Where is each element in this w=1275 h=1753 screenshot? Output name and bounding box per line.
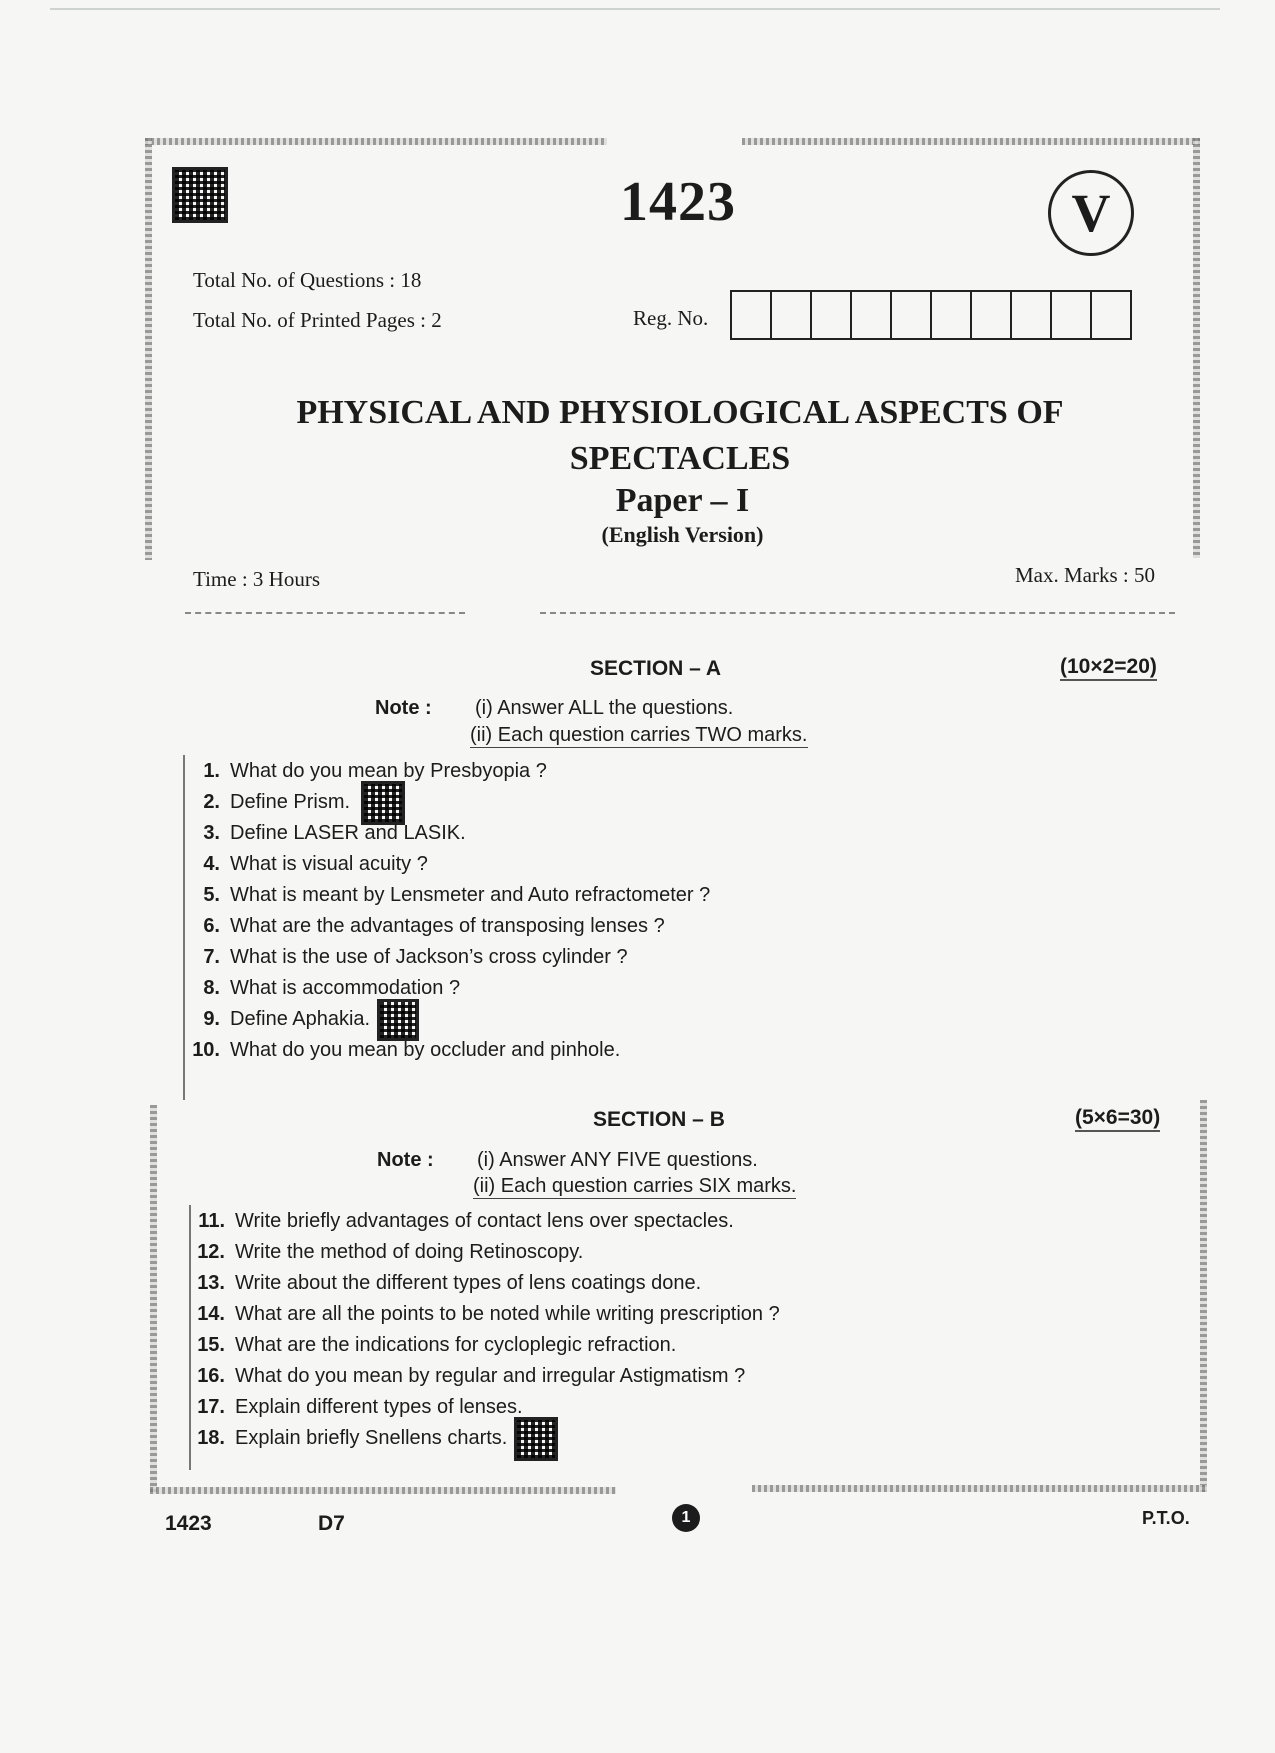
question-item <box>185 1392 780 1423</box>
question-text: Write about the different types of lens coatings done. <box>235 1272 702 1294</box>
paper-version: (English Version) <box>601 522 764 547</box>
reg-box[interactable] <box>1052 292 1092 338</box>
frame-top-left <box>145 138 607 145</box>
question-text: What is meant by Lensmeter and Auto refractometer ? <box>230 884 711 906</box>
frame-right-lower <box>1200 1100 1207 1492</box>
question-item <box>180 1035 710 1066</box>
question-number: 11. <box>198 1210 225 1232</box>
question-number: 14. <box>197 1303 225 1325</box>
section-a-heading: SECTION – A <box>590 657 722 680</box>
section-b-note-1: (i) Answer ANY FIVE questions. <box>477 1149 758 1171</box>
exam-time: Time : 3 Hours <box>193 567 320 591</box>
reg-no-boxes[interactable] <box>730 290 1132 340</box>
question-item <box>180 787 710 818</box>
question-item <box>185 1299 780 1330</box>
question-number: 9. <box>203 1008 220 1030</box>
question-text: Define LASER and LASIK. <box>230 822 466 844</box>
question-text: What are the advantages of transposing lenses ? <box>230 915 665 937</box>
reg-box[interactable] <box>772 292 812 338</box>
reg-box[interactable] <box>972 292 1012 338</box>
frame-top-right <box>742 138 1200 145</box>
question-text: What do you mean by occluder and pinhole. <box>230 1039 621 1061</box>
page-number: 1 <box>681 1509 691 1526</box>
total-questions: Total No. of Questions : 18 <box>193 268 422 292</box>
section-b-marks: (5×6=30) <box>1075 1106 1160 1132</box>
divider-dashed <box>540 612 1175 614</box>
reg-box[interactable] <box>932 292 972 338</box>
page-number-badge <box>672 1504 700 1532</box>
question-item <box>185 1268 780 1299</box>
question-text: What do you mean by regular and irregular Astigmatism ? <box>235 1365 746 1387</box>
question-number: 6. <box>203 915 220 937</box>
section-b-questions <box>185 1206 780 1454</box>
question-number: 5. <box>203 884 220 906</box>
section-a-questions <box>180 756 710 1066</box>
qr-code-icon <box>380 1002 416 1038</box>
qr-code-header-icon <box>175 170 225 220</box>
total-pages: Total No. of Printed Pages : 2 <box>193 308 442 332</box>
qr-code-icon <box>364 784 402 822</box>
question-number: 17. <box>197 1396 225 1418</box>
question-text: Define Prism. <box>230 791 351 813</box>
footer-set: D7 <box>318 1512 345 1535</box>
question-item <box>185 1330 780 1361</box>
question-number: 13. <box>197 1272 225 1294</box>
question-text: Explain different types of lenses. <box>235 1396 523 1418</box>
section-b-note-label: Note : <box>377 1149 434 1171</box>
version-letter: V <box>1071 183 1111 243</box>
section-a-note-2: (ii) Each question carries TWO marks. <box>470 724 808 746</box>
question-text: Write the method of doing Retinoscopy. <box>235 1241 584 1263</box>
divider-dashed <box>185 612 465 614</box>
frame-left-lower <box>150 1105 157 1492</box>
question-item <box>180 818 710 849</box>
section-a-note-1: (i) Answer ALL the questions. <box>475 697 734 719</box>
reg-box[interactable] <box>892 292 932 338</box>
paper-number: Paper – I <box>615 482 750 519</box>
question-item <box>180 973 710 1004</box>
question-item <box>185 1423 780 1454</box>
question-text: Write briefly advantages of contact lens over spectacles. <box>235 1210 734 1232</box>
question-number: 16. <box>197 1365 225 1387</box>
question-item <box>185 1237 780 1268</box>
reg-no-label: Reg. No. <box>633 306 709 330</box>
reg-box[interactable] <box>732 292 772 338</box>
version-mark <box>1048 170 1134 256</box>
question-text: What is visual acuity ? <box>230 853 428 875</box>
frame-bottom-right <box>752 1485 1207 1492</box>
question-number: 1. <box>203 760 220 782</box>
reg-box[interactable] <box>852 292 892 338</box>
pto-label: P.T.O. <box>1142 1508 1190 1528</box>
question-item <box>180 942 710 973</box>
question-text: What do you mean by Presbyopia ? <box>230 760 547 782</box>
question-number: 2. <box>203 791 220 813</box>
reg-box[interactable] <box>812 292 852 338</box>
question-item <box>185 1361 780 1392</box>
question-item <box>180 880 710 911</box>
reg-box[interactable] <box>1012 292 1052 338</box>
question-number: 10. <box>192 1039 220 1061</box>
question-number: 8. <box>203 977 220 999</box>
paper-code: 1423 <box>620 171 736 233</box>
question-item <box>180 911 710 942</box>
question-number: 4. <box>203 853 220 875</box>
section-b-heading: SECTION – B <box>593 1108 725 1131</box>
reg-box[interactable] <box>1092 292 1130 338</box>
question-number: 18. <box>197 1427 225 1449</box>
question-item <box>185 1206 780 1237</box>
question-number: 7. <box>203 946 220 968</box>
frame-bottom-left <box>150 1487 616 1494</box>
question-item <box>180 756 710 787</box>
section-a-note-label: Note : <box>375 697 432 719</box>
question-item <box>180 1004 710 1035</box>
question-text: What are the indications for cycloplegic refraction. <box>235 1334 677 1356</box>
question-item <box>180 849 710 880</box>
question-text: What are all the points to be noted while writing prescription ? <box>235 1303 780 1325</box>
paper-title-line1: PHYSICAL AND PHYSIOLOGICAL ASPECTS OF <box>296 394 1064 431</box>
section-a-marks: (10×2=20) <box>1060 655 1157 681</box>
footer-code: 1423 <box>165 1512 212 1535</box>
question-number: 3. <box>203 822 220 844</box>
question-text: What is accommodation ? <box>230 977 461 999</box>
question-number: 12. <box>197 1241 225 1263</box>
paper-title-line2: SPECTACLES <box>569 440 791 477</box>
question-number: 15. <box>197 1334 225 1356</box>
top-scan-line <box>50 8 1220 10</box>
question-text: Define Aphakia. <box>230 1008 371 1030</box>
qr-code-icon <box>517 1420 555 1458</box>
question-text: What is the use of Jackson’s cross cylinder ? <box>230 946 628 968</box>
section-b-note-2: (ii) Each question carries SIX marks. <box>473 1175 797 1197</box>
question-text: Explain briefly Snellens charts. <box>235 1427 508 1449</box>
max-marks: Max. Marks : 50 <box>1015 563 1155 587</box>
